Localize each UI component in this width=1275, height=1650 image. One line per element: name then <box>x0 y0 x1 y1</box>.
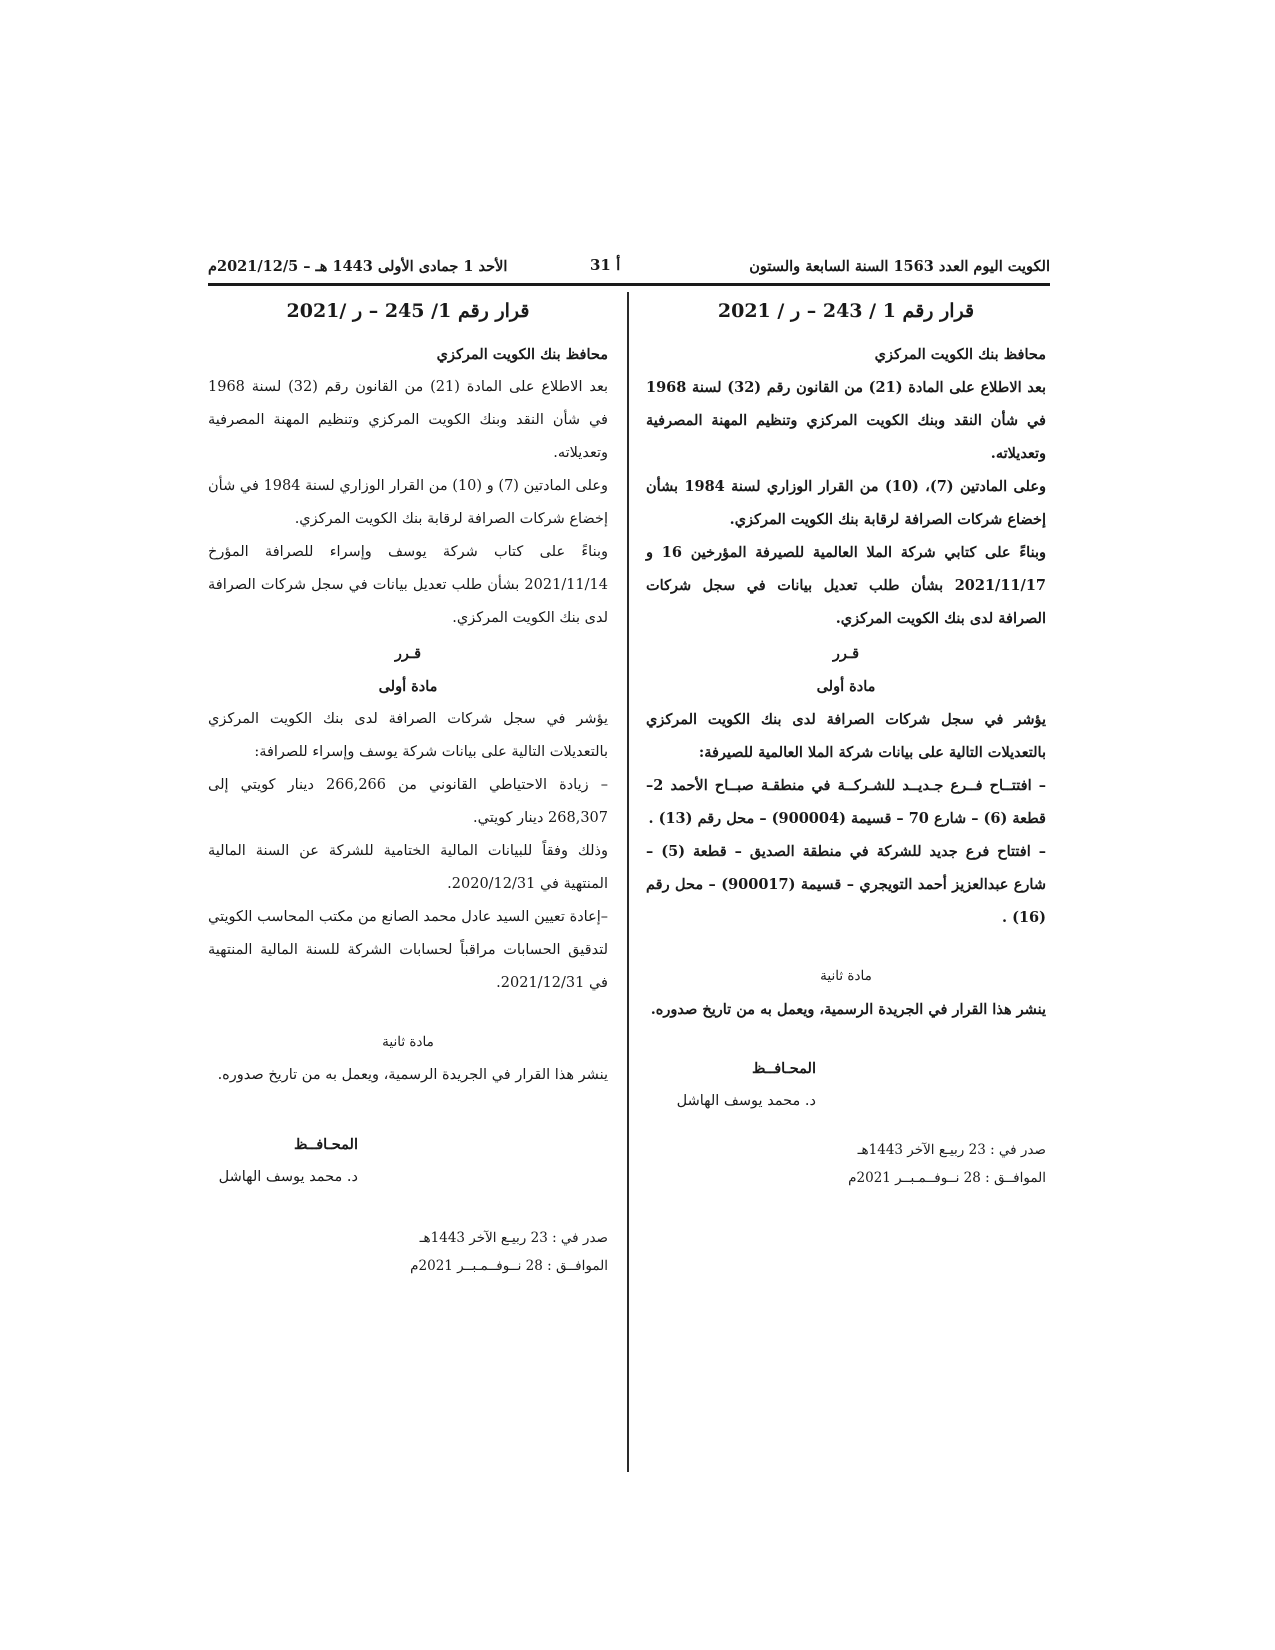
decision-245-governor-name: د. محمد يوسف الهاشل <box>218 1169 358 1185</box>
decision-245-item-1: – زيادة الاحتياطي القانوني من 266,266 دينار كويتي إلى 268,307 دينار كويتي. <box>208 777 608 826</box>
decision-243-corresponding-date: الموافــق : 28 نــوفــمـبــر 2021م <box>848 1170 1046 1186</box>
decision-245-article2-text: ينشر هذا القرار في الجريدة الرسمية، ويعمل به من تاريخ صدوره. <box>217 1067 608 1083</box>
decision-245-issuer: محافظ بنك الكويت المركزي <box>436 346 608 363</box>
decision-245-decided: قـرر <box>394 645 422 662</box>
decision-245-signature <box>208 1128 358 1194</box>
decision-243-article2-heading: مادة ثانية <box>820 968 872 984</box>
decision-243-governor-name: د. محمد يوسف الهاشل <box>676 1093 816 1109</box>
decision-243-column <box>646 292 1046 1192</box>
decision-245-governor-title: المحـافــظ <box>293 1136 358 1153</box>
decision-245-column <box>208 292 608 1280</box>
decision-245-article1-heading: مادة أولى <box>378 678 438 695</box>
decision-243-issued-date: صدر في : 23 ربيـع الآخر 1443هـ <box>857 1142 1046 1158</box>
decision-243-article1-heading: مادة أولى <box>816 678 876 695</box>
header-issue-info: الكويت اليوم العدد 1563 السنة السابعة والستون <box>749 258 1050 275</box>
decision-243-decided: قـرر <box>832 645 860 662</box>
decision-243-preamble-2: وعلى المادتين (7)، (10) من القرار الوزاري لسنة 1984 بشأن إخضاع شركات الصرافة لرقابة بنك الكويت المركزي. <box>646 478 1047 528</box>
decision-243-article2-text: ينشر هذا القرار في الجريدة الرسمية، ويعمل به من تاريخ صدوره. <box>650 1001 1046 1018</box>
decision-245-article1-text: يؤشر في سجل شركات الصرافة لدى بنك الكويت المركزي بالتعديلات التالية على بيانات شركة يوسف وإسراء للصرافة: <box>208 711 608 760</box>
decision-243-governor-title: المحـافــظ <box>751 1060 816 1077</box>
decision-245-issued-date: صدر في : 23 ربيـع الآخر 1443هـ <box>419 1230 608 1246</box>
decision-243-item-1: – افتتــاح فــرع جـديــد للشـركــة في منطقـة صبــاح الأحمد 2– قطعة (6) – شارع 70 – قسيمة (900004) – محل رقم (13) . <box>646 777 1046 827</box>
decision-245-issue-dates <box>208 1224 608 1280</box>
decision-245-preamble-2: وعلى المادتين (7) و (10) من القرار الوزاري لسنة 1984 في شأن إخضاع شركات الصرافة لرقابة بنك الكويت المركزي. <box>208 478 608 527</box>
decision-245-item-2: –إعادة تعيين السيد عادل محمد الصانع من مكتب المحاسب الكويتي لتدقيق الحسابات مراقباً لحسابات الشركة للسنة المالية المنتهية في 2021/12/31. <box>208 909 608 991</box>
decision-245-preamble-3: وبناءً على كتاب شركة يوسف وإسراء للصرافة المؤرخ 2021/11/14 بشأن طلب تعديل بيانات في سجل شركات الصرافة لدى بنك الكويت المركزي. <box>208 544 609 626</box>
decision-243-issuer: محافظ بنك الكويت المركزي <box>874 346 1046 363</box>
decision-243-preamble-1: بعد الاطلاع على المادة (21) من القانون رقم (32) لسنة 1968 في شأن النقد وبنك الكويت المركزي وتنظيم المهنة المصرفية وتعديلاته. <box>646 379 1046 462</box>
column-divider <box>627 292 629 1472</box>
decision-245-corresponding-date: الموافــق : 28 نــوفــمـبــر 2021م <box>410 1258 608 1274</box>
decision-243-preamble-3: وبناءً على كتابي شركة الملا العالمية للصيرفة المؤرخين 16 و 2021/11/17 بشأن طلب تعديل بيانات في سجل شركات الصرافة لدى بنك الكويت المركزي. <box>646 544 1046 627</box>
header-divider <box>208 283 1050 286</box>
decision-243-issue-dates <box>646 1136 1046 1192</box>
decision-245-article2-heading: مادة ثانية <box>382 1034 434 1050</box>
page-header <box>208 256 1050 282</box>
header-date: الأحد 1 جمادى الأولى 1443 هـ – 2021/12/5م <box>208 258 508 275</box>
decision-245-title: قرار رقم 1/ 245 – ر /2021 <box>286 300 530 322</box>
decision-245-preamble-1: بعد الاطلاع على المادة (21) من القانون رقم (32) لسنة 1968 في شأن النقد وبنك الكويت المركزي وتنظيم المهنة المصرفية وتعديلاته. <box>208 379 608 461</box>
decision-243-item-2: – افتتاح فرع جديد للشركة في منطقة الصديق – قطعة (5) – شارع عبدالعزيز أحمد التويجري – قسيمة (900017) – محل رقم (16) . <box>646 843 1046 926</box>
decision-243-article1-text: يؤشر في سجل شركات الصرافة لدى بنك الكويت المركزي بالتعديلات التالية على بيانات شركة الملا العالمية للصيرفة: <box>646 711 1046 761</box>
decision-245-item-1-note: وذلك وفقاً للبيانات المالية الختامية للشركة عن السنة المالية المنتهية في 2020/12/31. <box>208 843 608 892</box>
header-page-number: أ 31 <box>590 256 621 274</box>
decision-243-signature <box>646 1052 816 1118</box>
decision-243-title: قرار رقم 1 / 243 – ر / 2021 <box>717 300 975 322</box>
